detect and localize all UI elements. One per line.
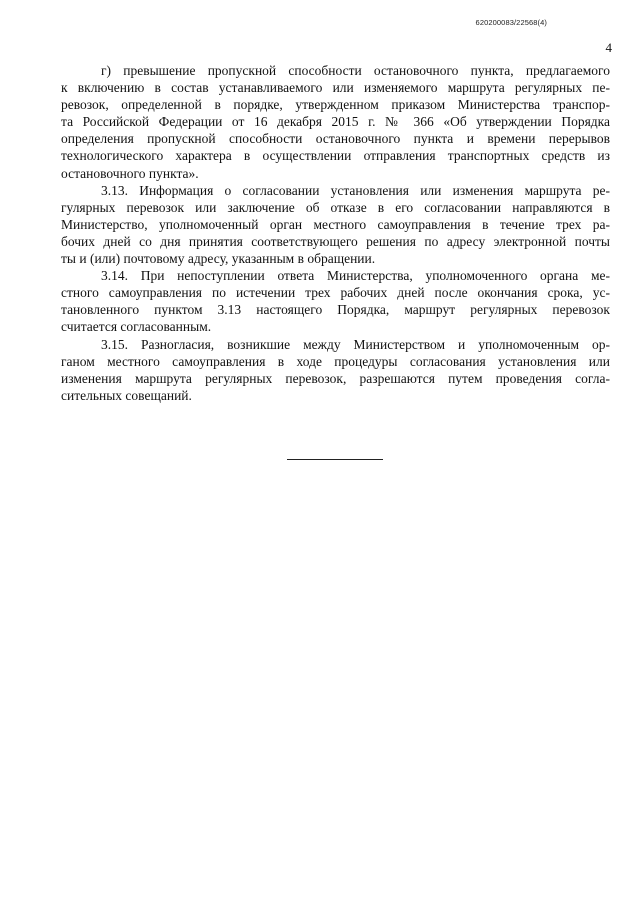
paragraph-3-14 <box>61 267 610 335</box>
document-id: 620200083/22568(4) <box>475 18 547 27</box>
closing-rule <box>287 459 383 460</box>
text-line: определения пропускной способности остановочного пункта и времени перерывов <box>61 131 610 147</box>
text-line: к включению в состав устанавливаемого или изменяемого маршрута регулярных пе- <box>61 80 610 96</box>
text-line: та Российской Федерации от 16 декабря 2015 г. № 366 «Об утверждении Порядка <box>61 114 610 130</box>
paragraph-3-15 <box>61 336 610 404</box>
text-line: 3.13. Информация о согласовании установления или изменения маршрута ре- <box>101 182 610 198</box>
text-line: стного самоуправления по истечении трех рабочих дней после окончания срока, ус- <box>61 285 610 301</box>
text-line: ты и (или) почтовому адресу, указанным в обращении. <box>61 251 376 267</box>
text-line: ревозок, определенной в порядке, утвержденном приказом Министерства транспор- <box>61 97 610 113</box>
page-number: 4 <box>605 40 612 55</box>
paragraph-subpoint-g <box>61 62 610 182</box>
text-line: считается согласованным. <box>61 319 212 335</box>
text-line: остановочного пункта». <box>61 165 199 181</box>
text-line: технологического характера в осуществлении отправления транспортных средств из <box>61 148 610 164</box>
text-line: сительных совещаний. <box>61 387 192 403</box>
text-line: ганом местного самоуправления в ходе процедуры согласования установления или <box>61 353 610 369</box>
text-line: изменения маршрута регулярных перевозок, разрешаются путем проведения согла- <box>61 370 610 386</box>
text-line: г) превышение пропускной способности остановочного пункта, предлагаемого <box>101 63 610 78</box>
paragraph-3-13 <box>61 182 610 267</box>
document-body <box>61 62 610 404</box>
text-line: Министерство, уполномоченный орган местного самоуправления в течение трех ра- <box>61 216 610 232</box>
text-line: 3.15. Разногласия, возникшие между Министерством и уполномоченным ор- <box>101 336 610 352</box>
text-line: бочих дней со дня принятия соответствующего решения по адресу электронной почты <box>61 233 610 249</box>
text-line: гулярных перевозок или заключение об отказе в его согласовании направляются в <box>61 199 610 215</box>
text-line: 3.14. При непоступлении ответа Министерства, уполномоченного органа ме- <box>101 268 610 284</box>
text-line: тановленного пунктом 3.13 настоящего Порядка, маршрут регулярных перевозок <box>61 302 610 318</box>
